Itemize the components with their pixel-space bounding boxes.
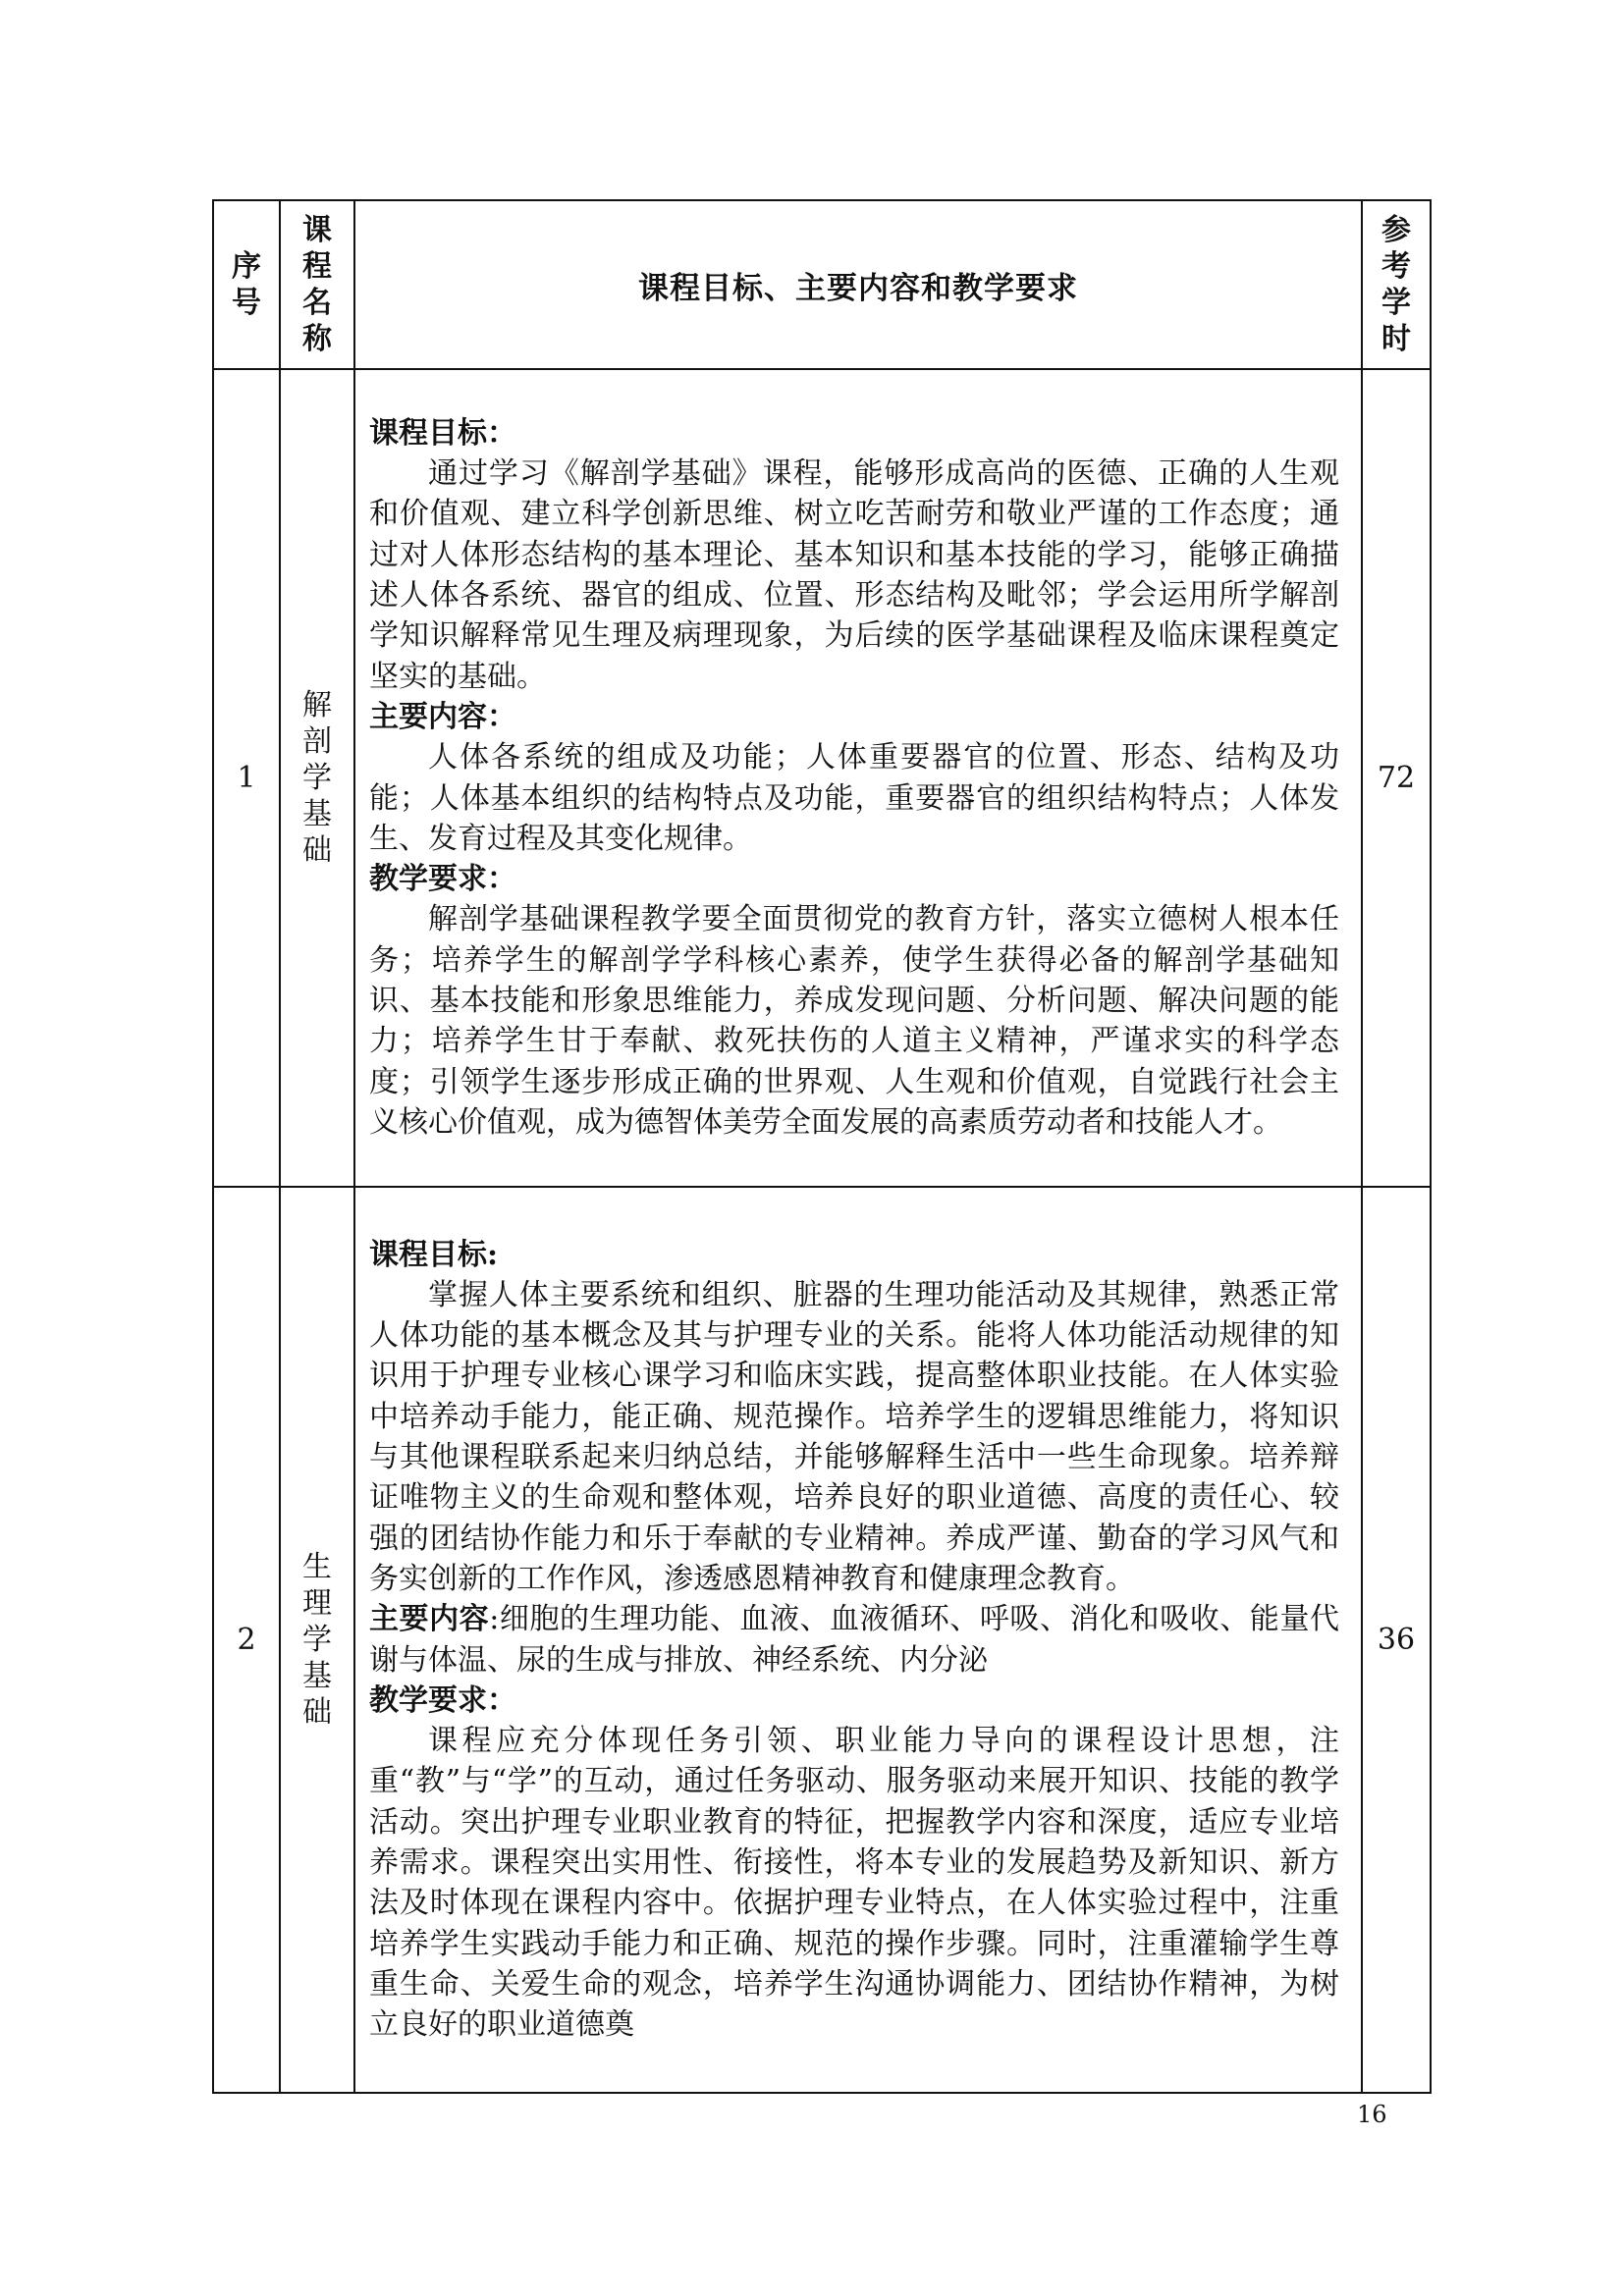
row-hours-cell [1362,1187,1431,2093]
header-course: 课程名称 [302,213,332,356]
row-index-cell [213,1187,280,2093]
row-content-cell [354,1187,1362,2093]
row-course-name: 解剖学基础 [302,688,332,868]
content-label: 主要内容： [369,699,516,734]
table-row [213,369,1431,1187]
requirements-label: 教学要求： [369,862,516,897]
goal-label: 课程目标： [369,415,516,451]
row-index: 1 [237,761,256,795]
row-hours: 72 [1377,761,1416,795]
row-course-cell [280,1187,354,2093]
table-row [213,1187,1431,2093]
requirements-text: 解剖学基础课程教学要全面贯彻党的教育方针，落实立德树人根本任务；培养学生的解剖学学科核心素养，使学生获得必备的解剖学基础知识、基本技能和形象思维能力，养成发现问题、分析问题、解决问题的能力；培养学生甘于奉献、救死扶伤的人道主义精神，严谨求实的科学态度；引领学生逐步形成正确的世界观、人生观和价值观，自觉践行社会主义核心价值观，成为德智体美劳全面发展的高素质劳动者和技能人才。 [369,902,1339,1140]
header-index-cell [213,200,280,369]
header-content-cell [354,200,1362,369]
page-number: 16 [1357,2101,1387,2128]
goal-text: 通过学习《解剖学基础》课程，能够形成高尚的医德、正确的人生观和价值观、建立科学创新思维、树立吃苦耐劳和敬业严谨的工作态度；通过对人体形态结构的基本理论、基本知识和基本技能的学习，能够正确描述人体各系统、器官的组成、位置、形态结构及毗邻；学会运用所学解剖学知识解释常见生理及病理现象，为后续的医学基础课程及临床课程奠定坚实的基础。 [369,456,1339,694]
header-hours: 参考学时 [1381,213,1411,356]
row-course-cell [280,369,354,1187]
content-label: 主要内容 [369,1602,490,1637]
course-table [212,199,1432,2094]
header-course-cell [280,200,354,369]
requirements-label: 教学要求： [369,1682,516,1718]
header-hours-cell [1362,200,1431,369]
content-line [369,1599,1339,1681]
row-content-cell [354,369,1362,1187]
requirements-text: 课程应充分体现任务引领、职业能力导向的课程设计思想，注重“教”与“学”的互动，通过任务驱动、服务驱动来展开知识、技能的教学活动。突出护理专业职业教育的特征，把握教学内容和深度，适应专业培养需求。课程突出实用性、衔接性，将本专业的发展趋势及新知识、新方法及时体现在课程内容中。依据护理专业特点，在人体实验过程中，注重培养学生实践动手能力和正确、规范的操作步骤。同时，注重灌输学生尊重生命、关爱生命的观念，培养学生沟通协调能力、团结协作精神，为树立良好的职业道德奠 [369,1724,1339,2043]
content-text: 人体各系统的组成及功能；人体重要器官的位置、形态、结构及功能；人体基本组织的结构特点及功能，重要器官的组织结构特点；人体发生、发育过程及其变化规律。 [369,740,1339,856]
header-index: 序号 [232,249,261,320]
row-content [355,413,1361,1143]
row-index: 2 [237,1623,256,1657]
header-content: 课程目标、主要内容和教学要求 [638,270,1078,306]
table-header-row [213,200,1431,369]
goal-label: 课程目标: [369,1237,499,1272]
row-index-cell [213,369,280,1187]
row-content [355,1235,1361,2046]
row-course-name: 生理学基础 [302,1550,332,1730]
row-hours: 36 [1377,1623,1416,1657]
goal-text: 掌握人体主要系统和组织、脏器的生理功能活动及其规律，熟悉正常人体功能的基本概念及其与护理专业的关系。能将人体功能活动规律的知识用于护理专业核心课学习和临床实践，提高整体职业技能。在人体实验中培养动手能力，能正确、规范操作。培养学生的逻辑思维能力，将知识与其他课程联系起来归纳总结，并能够解释生活中一些生命现象。培养辩证唯物主义的生命观和整体观，培养良好的职业道德、高度的责任心、较强的团结协作能力和乐于奉献的专业精神。养成严谨、勤奋的学习风气和务实创新的工作作风，渗透感恩精神教育和健康理念教育。 [369,1277,1339,1596]
row-hours-cell [1362,369,1431,1187]
content-text: :细胞的生理功能、血液、血液循环、呼吸、消化和吸收、能量代谢与体温、尿的生成与排放、神经系统、内分泌 [369,1602,1340,1678]
